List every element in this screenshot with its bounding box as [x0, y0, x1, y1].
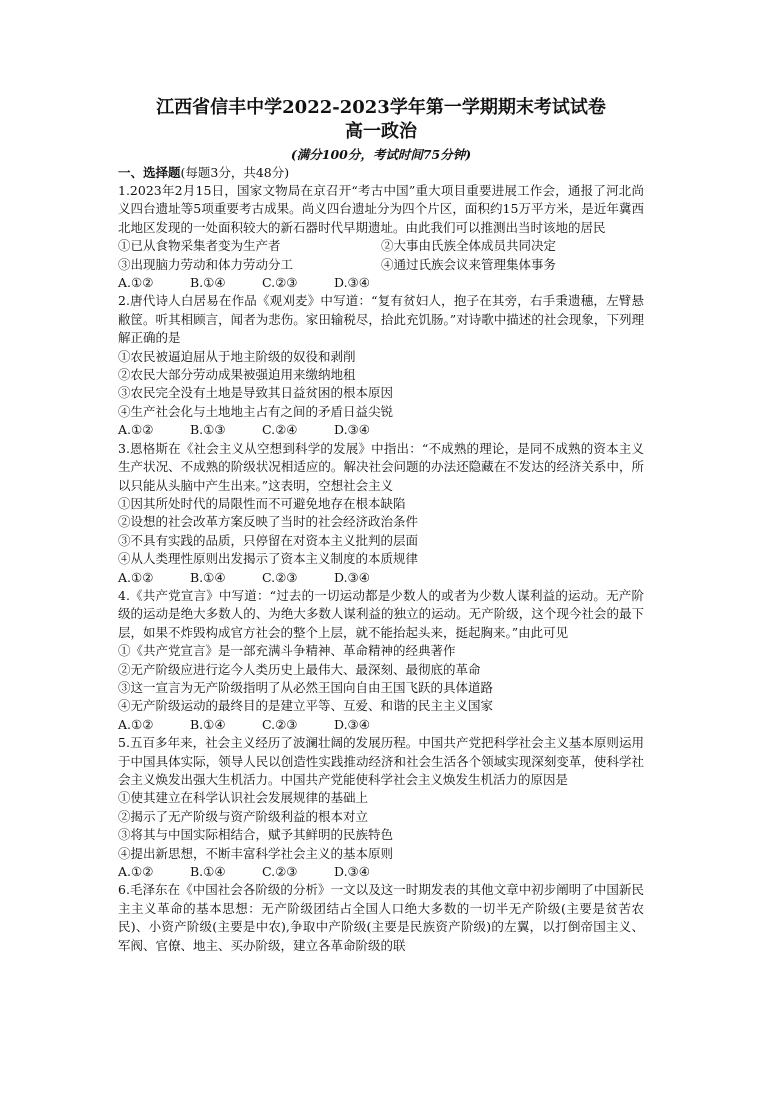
section-heading: [118, 164, 644, 182]
question-3-choice-c: C.②③: [262, 569, 298, 585]
question-5-option-3: ③将其与中国实际相结合，赋予其鲜明的民族特色: [118, 827, 394, 843]
question-3-option-2: ②设想的社会改革方案反映了当时的社会经济政治条件: [118, 514, 419, 530]
exam-content: [118, 96, 644, 955]
question-4-choice-b: B.①④: [190, 716, 226, 732]
question-2-choice-d: D.③④: [334, 422, 370, 438]
question-5-option-4: ④提出新思想，不断丰富科学社会主义的基本原则: [118, 845, 394, 861]
question-5-choice-c: C.②③: [262, 864, 298, 880]
question-5-option-1: ①使其建立在科学认识社会发展规律的基础上: [118, 790, 369, 806]
question-2-option-3: ③农民完全没有土地是导致其日益贫困的根本原因: [118, 385, 394, 401]
question-6-stem: 6.毛泽东在《中国社会各阶级的分析》一文以及这一时期发表的其他文章中初步阐明了中国新民主主义革命的基本思想：无产阶级团结占全国人口绝大多数的一切半无产阶级(主要是贫苦农民)、小资产阶级(主要是中农),争取中产阶级(主要是民族资产阶级)的左翼，以打倒帝国主义、军阀、官僚、地主、买办阶级，建立各革命阶级的联: [118, 882, 644, 953]
question-4-option-1: ①《共产党宣言》是一部充满斗争精神、革命精神的经典著作: [118, 643, 456, 659]
exam-subject: 高一政治: [345, 121, 417, 142]
exam-note: (满分100分，考试时间75分钟): [290, 147, 472, 162]
question-3-option-4: ④从人类理性原则出发揭示了资本主义制度的本质规律: [118, 551, 419, 567]
question-2-choice-b: B.①③: [190, 422, 226, 438]
question-3-choice-d: D.③④: [334, 569, 370, 585]
question-2-option-4: ④生产社会化与土地地主占有之间的矛盾日益尖锐: [118, 403, 394, 419]
question-1-option-4: ④通过氏族会议来管理集体事务: [381, 256, 557, 272]
question-3-choice-b: B.①④: [190, 569, 226, 585]
question-1-choice-b: B.①④: [190, 275, 226, 291]
question-1-options-row-2: [118, 256, 644, 274]
question-4-choice-a: A.①②: [118, 716, 154, 732]
question-2-option-2: ②农民大部分劳动成果被强迫用来缴纳地租: [118, 367, 356, 383]
question-3-stem: 3.恩格斯在《社会主义从空想到科学的发展》中指出：“不成熟的理论，是同不成熟的资本主义生产状况、不成熟的阶级状况相适应的。解决社会问题的办法还隐藏在不发达的经济关系中，所以只能从头脑中产生出来。”这表明，空想社会主义: [118, 440, 644, 493]
question-2-stem: 2.唐代诗人白居易在作品《观刈麦》中写道：“复有贫妇人，抱子在其旁，右手秉遗穗，左臂悬敝筐。听其相顾言，闻者为悲伤。家田输税尽，拾此充饥肠。”对诗歌中描述的社会现象，下列理解正确的是: [118, 293, 644, 346]
question-3-answers: [118, 569, 644, 587]
question-4-option-2: ②无产阶级应进行迄今人类历史上最伟大、最深刻、最彻底的革命: [118, 661, 481, 677]
question-4-answers: [118, 716, 644, 734]
question-1-choice-c: C.②③: [262, 275, 298, 291]
question-2-choice-c: C.②④: [262, 422, 298, 438]
question-3-option-3: ③不具有实践的品质，只停留在对资本主义批判的层面: [118, 532, 419, 548]
question-1-choice-a: A.①②: [118, 275, 154, 291]
question-2-option-1: ①农民被逼迫屈从于地主阶级的奴役和剥削: [118, 348, 356, 364]
question-4-option-4: ④无产阶级运动的最终目的是建立平等、互爱、和谐的民主主义国家: [118, 698, 494, 714]
section-title: 一、选择题: [118, 165, 181, 180]
section-detail: (每题3分，共48分): [180, 165, 290, 180]
question-1-answers: [118, 274, 644, 292]
question-5-answers: [118, 863, 644, 881]
question-4-choice-c: C.②③: [262, 716, 298, 732]
question-1-option-3: ③出现脑力劳动和体力劳动分工: [118, 256, 294, 272]
question-5-choice-d: D.③④: [334, 864, 370, 880]
question-3-option-1: ①因其所处时代的局限性而不可避免地存在根本缺陷: [118, 495, 406, 511]
question-5-stem: 5.五百多年来，社会主义经历了波澜壮阔的发展历程。中国共产党把科学社会主义基本原则运用于中国具体实际，领导人民以创造性实践推动经济和社会生活各个领域实现深刻变革，使科学社会主义焕发出强大生机活力。中国共产党能使科学社会主义焕发生机活力的原因是: [118, 735, 644, 787]
question-1-option-1: ①已从食物采集者变为生产者: [118, 238, 281, 254]
question-4-choice-d: D.③④: [334, 716, 370, 732]
question-1-options-row-1: [118, 237, 644, 255]
question-1-choice-d: D.③④: [334, 275, 370, 291]
question-5-option-2: ②揭示了无产阶级与资产阶级利益的根本对立: [118, 808, 369, 824]
exam-title: 江西省信丰中学2022-2023学年第一学期期末考试试卷: [156, 97, 606, 118]
question-3-choice-a: A.①②: [118, 569, 154, 585]
question-1-stem: 1.2023年2月15日，国家文物局在京召开“考古中国”重大项目重要进展工作会，通报了河北尚义四台遗址等5项重要考古成果。尚义四台遗址分为四个片区，面积约15万平方米，是近年冀西北地区发现的一处面积较大的新石器时代早期遗址。由此我们可以推测出当时该地的居民: [118, 183, 644, 235]
question-5-choice-b: B.①④: [190, 864, 226, 880]
question-4-stem: 4.《共产党宣言》中写道：“过去的一切运动都是少数人的或者为少数人谋利益的运动。无产阶级的运动是绝大多数人的、为绝大多数人谋利益的独立的运动。无产阶级，这个现今社会的最下层，如果不炸毁构成官方社会的整个上层，就不能抬起头来，挺起胸来。”由此可见: [118, 587, 644, 640]
question-2-answers: [118, 421, 644, 439]
question-1-option-2: ②大事由氏族全体成员共同决定: [381, 238, 557, 254]
question-4-option-3: ③这一宣言为无产阶级指明了从必然王国向自由王国飞跃的具体道路: [118, 679, 494, 695]
question-2-choice-a: A.①②: [118, 422, 154, 438]
question-5-choice-a: A.①②: [118, 864, 154, 880]
